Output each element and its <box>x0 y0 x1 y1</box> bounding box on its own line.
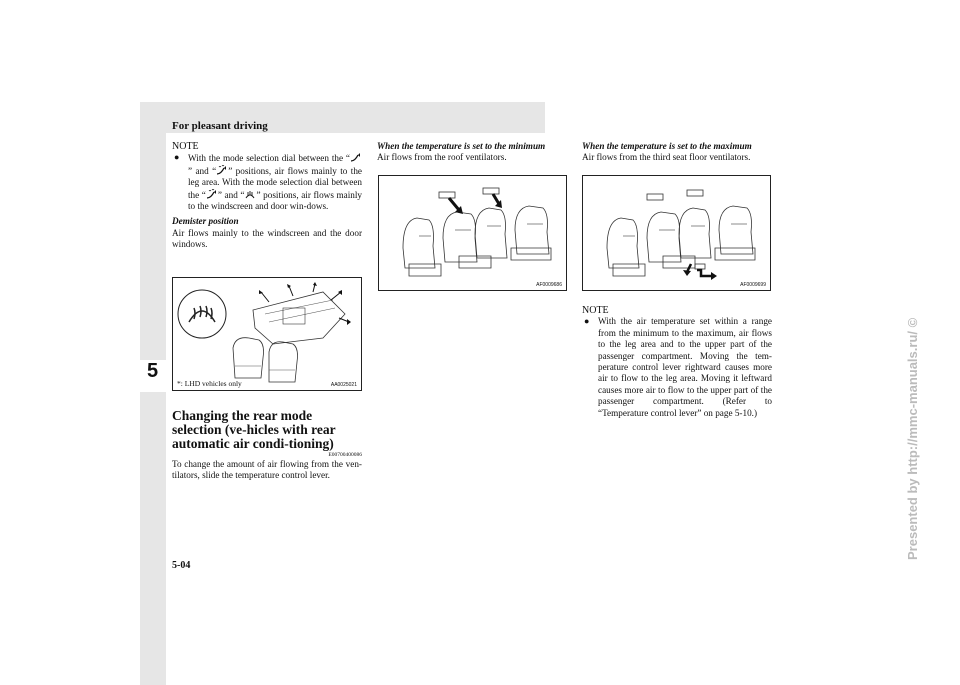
roof-ventilators-illustration <box>379 176 566 290</box>
demister-illustration <box>173 278 361 390</box>
roof-ventilators-figure <box>378 175 567 291</box>
figure-code: AF0009699 <box>740 282 766 288</box>
figure-code: AA0025021 <box>330 382 357 388</box>
note-item <box>582 316 772 419</box>
demister-figure <box>172 277 362 391</box>
side-band <box>140 133 166 685</box>
note-text: With the mode selection dial between the “” and “ ” positions, air flows mainly to the leg area. With the mode selection dial between the “ ” and “ ” positions, air flows mainly to the windscreen and door win-dows. <box>188 153 363 212</box>
demister-text: Air flows mainly to the windscreen and the door windows. <box>172 227 362 250</box>
figure-caption: *: LHD vehicles only <box>177 379 242 388</box>
section-title: Changing the rear mode selection (ve-hicles with rear automatic air condi-tioning) <box>172 408 336 451</box>
watermark: Presented by http://mmc-manuals.ru/ © <box>905 317 920 560</box>
section-text: To change the amount of air flowing from the ven-tilators, slide the temperature control lever. <box>172 459 362 481</box>
page-header-title: For pleasant driving <box>172 120 268 132</box>
max-temp-heading: When the temperature is set to the maximum <box>582 141 752 151</box>
foot-defrost-mode-icon-2 <box>206 189 218 200</box>
min-temp-text: Air flows from the roof ventilators. <box>377 152 507 163</box>
bullet-icon: ● <box>584 316 590 327</box>
floor-ventilators-illustration <box>583 176 770 290</box>
section <box>172 409 362 482</box>
section-code: E00700400086 <box>328 452 362 458</box>
demister-heading: Demister position <box>172 216 239 227</box>
middle-column <box>377 141 567 164</box>
figure-code: AF0009686 <box>536 282 562 288</box>
left-column <box>172 141 362 251</box>
note-text: With the air temperature set within a range from the minimum to the maximum, air flows to the leg area and to the upper part of the passenger compartment. Moving the tem-perature control lever rightward causes more air to flow to the leg area. Moving it leftward causes more air to flow to the upper part of the passenger compartment. (Refer to “Temperature control lever” on page 5-10.) <box>598 316 772 418</box>
max-temp-text: Air flows from the third seat floor ventilators. <box>582 152 751 163</box>
defrost-icon <box>244 189 256 200</box>
bullet-icon: ● <box>174 152 180 163</box>
page-number: 5-04 <box>172 560 191 571</box>
floor-ventilators-figure <box>582 175 771 291</box>
min-temp-heading: When the temperature is set to the minimum <box>377 141 546 151</box>
chapter-number: 5 <box>147 360 159 382</box>
note-label: NOTE <box>582 305 609 316</box>
note-item <box>172 152 362 212</box>
foot-mode-icon <box>350 152 362 163</box>
foot-defrost-mode-icon <box>216 165 228 176</box>
right-note <box>582 305 772 419</box>
right-column <box>582 141 772 164</box>
note-label: NOTE <box>172 141 199 152</box>
